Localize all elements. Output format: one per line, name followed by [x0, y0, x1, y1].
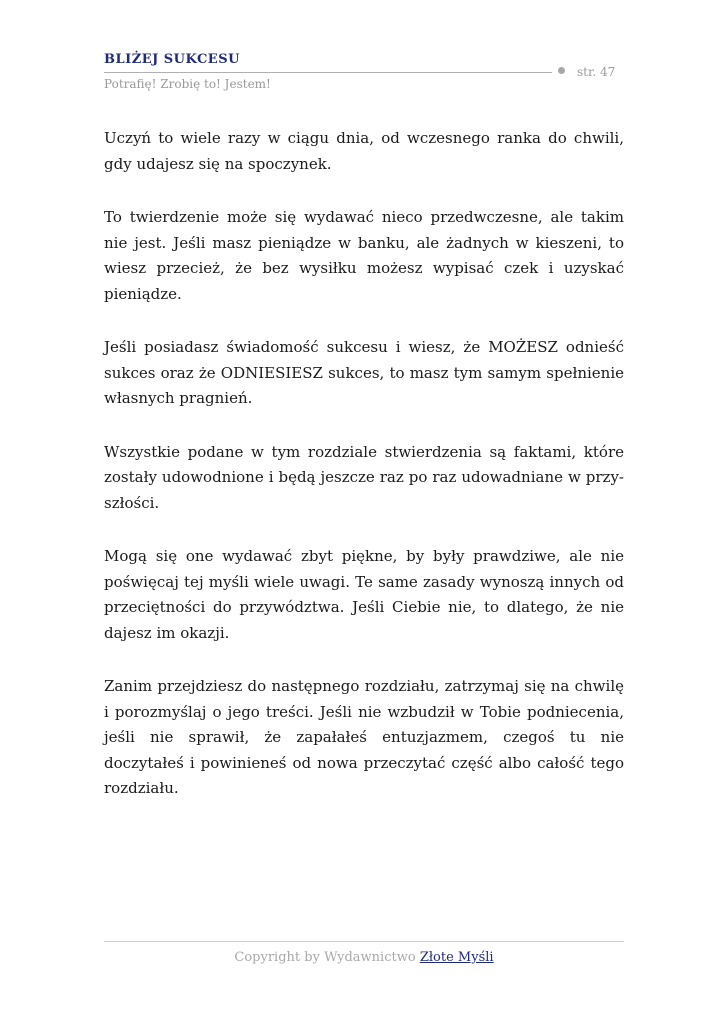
paragraph-2: To twierdzenie może się wydawać nieco przedwczesne, ale takim nie jest. Jeśli masz pieniądze w banku, ale żadnych w kieszeni, to wiesz przecież, że bez wysiłku możesz wypisać czek i uzyskać pieniądze. [104, 208, 624, 303]
book-title: BLIŻEJ SUKCESU [104, 52, 240, 67]
book-subtitle: Potrafię! Zrobię to! Jestem! [104, 77, 271, 91]
paragraph-4: Wszystkie podane w tym rozdziale stwierdzenia są faktami, które zostały udowodnione i będą jeszcze raz po raz udowadniane w przyszłości. [104, 442, 624, 512]
page-number: str. 47 [577, 65, 616, 79]
footer-divider [104, 941, 624, 942]
header-divider [104, 72, 552, 73]
paragraph-5: Mogą się one wydawać zbyt piękne, by były prawdziwe, ale nie poświęcaj tej myśli wiele uwagi. Te same zasady wynoszą innych od przeciętności do przywództwa. Jeśli Ciebie nie, to dlatego, że nie dajesz im okazji. [104, 547, 624, 642]
page-header [104, 52, 624, 102]
copyright-text: Copyright by Wydawnictwo [234, 950, 420, 965]
paragraph-3: Jeśli posiadasz świadomość sukcesu i wiesz, że MOŻESZ odnieść sukces oraz że ODNIESIESZ sukces, to masz tym samym spełnienie własnych pragnień. [104, 338, 624, 407]
publisher-link[interactable]: Złote Myśli [419, 950, 494, 965]
page-footer [0, 950, 728, 965]
paragraph-1: Uczyń to wiele razy w ciągu dnia, od wczesnego ranka do chwili, gdy udajesz się na spoczynek. [104, 129, 624, 173]
body-text [104, 126, 624, 830]
bullet-icon [558, 67, 565, 74]
paragraph-6: Zanim przejdziesz do następnego rozdziału, zatrzymaj się na chwilę i porozmyślaj o jego treści. Jeśli nie wzbudził w Tobie podniecenia, jeśli nie sprawił, że zapałałeś entuzjazmem, czegoś tu nie doczytałeś i powinieneś od nowa przeczytać część albo całość tego rozdziału. [104, 677, 624, 797]
